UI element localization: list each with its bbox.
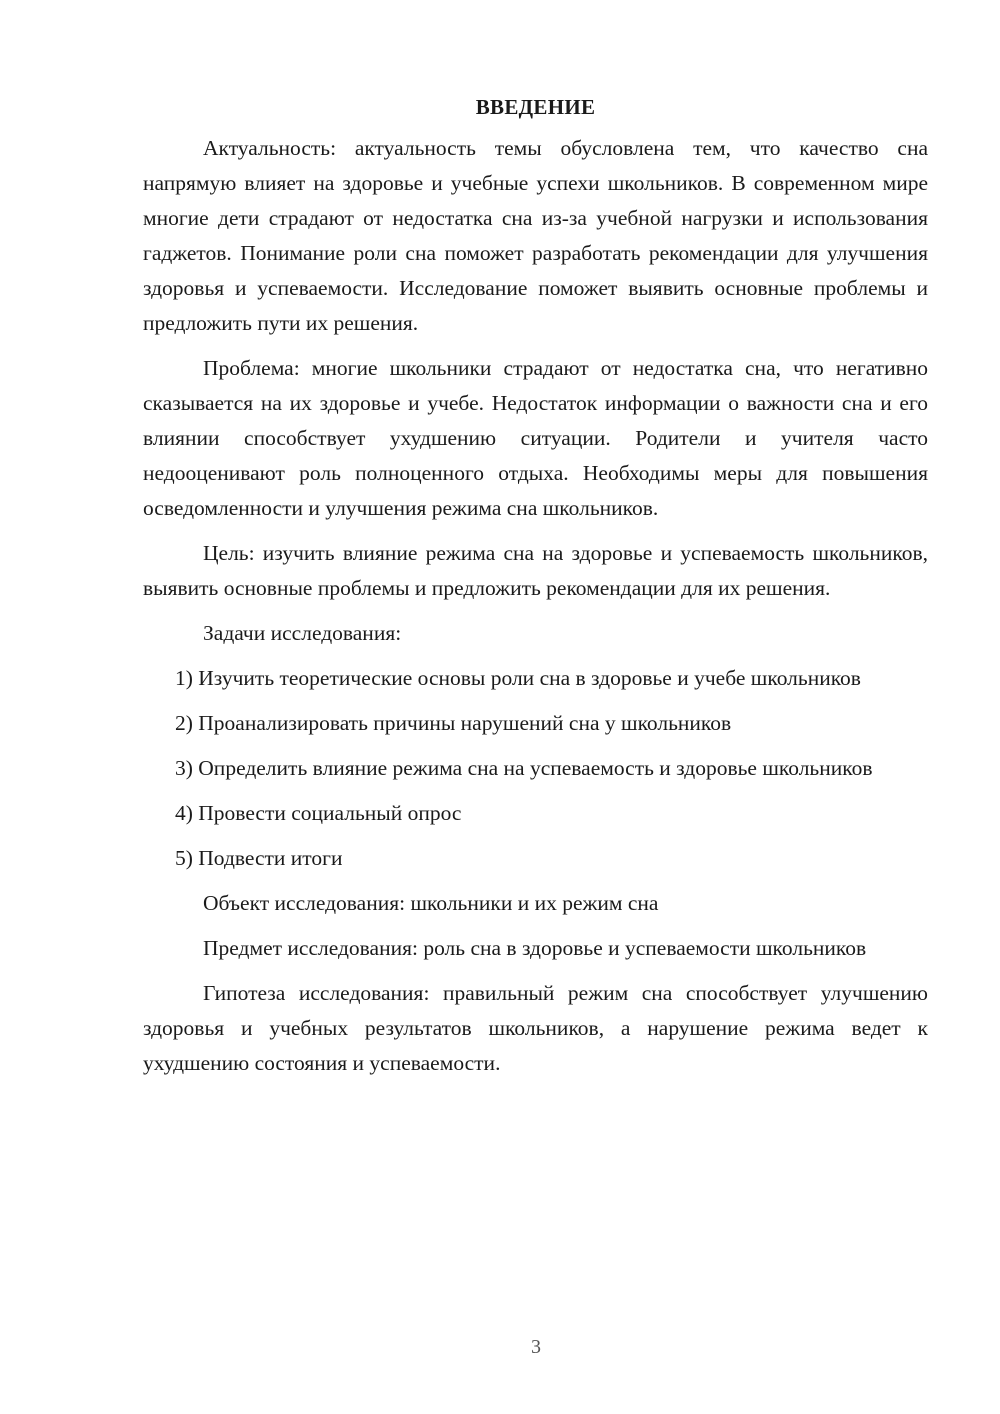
goal-paragraph: Цель: изучить влияние режима сна на здоровье и успеваемость школьников, выявить основные проблемы и предложить рекомендации для их решения. xyxy=(143,541,928,600)
subject-paragraph: Предмет исследования: роль сна в здоровье и успеваемости школьников xyxy=(203,936,867,960)
task-item: 2) Проанализировать причины нарушений сна у школьников xyxy=(175,711,732,735)
section-heading: ВВЕДЕНИЕ xyxy=(475,95,596,119)
task-item: 4) Провести социальный опрос xyxy=(175,801,462,825)
document-page xyxy=(143,93,928,1091)
relevance-paragraph: Актуальность: актуальность темы обусловлена тем, что качество сна напрямую влияет на здоровье и учебные успехи школьников. В современном мире многие дети страдают от недостатка сна из-за учебной нагрузки и использования гаджетов. Понимание роли сна поможет разработать рекомендации для улучшения здоровья и успеваемости. Исследование поможет выявить основные проблемы и предложить пути их решения. xyxy=(143,136,928,335)
hypothesis-paragraph: Гипотеза исследования: правильный режим сна способствует улучшению здоровья и учебных результатов школьников, а нарушение режима ведет к ухудшению состояния и успеваемости. xyxy=(143,981,928,1075)
object-paragraph: Объект исследования: школьники и их режим сна xyxy=(203,891,659,915)
page-number: 3 xyxy=(531,1336,541,1358)
task-item: 5) Подвести итоги xyxy=(175,846,343,870)
tasks-title: Задачи исследования: xyxy=(203,621,402,645)
task-item: 3) Определить влияние режима сна на успеваемость и здоровье школьников xyxy=(175,756,873,780)
problem-paragraph: Проблема: многие школьники страдают от недостатка сна, что негативно сказывается на их здоровье и учебе. Недостаток информации о важности сна и его влиянии способствует ухудшению ситуации. Родители и учителя часто недооценивают роль полноценного отдыха. Необходимы меры для повышения осведомленности и улучшения режима сна школьников. xyxy=(143,356,928,520)
task-item: 1) Изучить теоретические основы роли сна в здоровье и учебе школьников xyxy=(175,666,861,690)
